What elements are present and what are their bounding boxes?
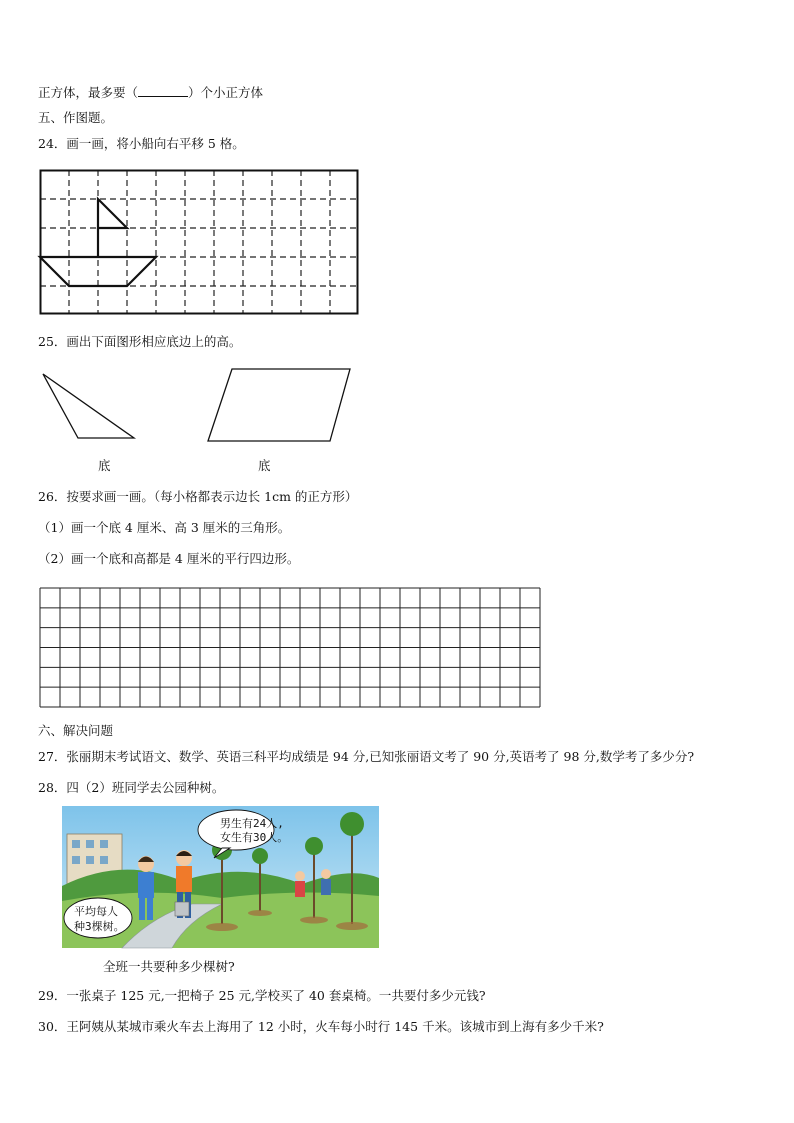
parallelogram-base-label: 底 [258,458,271,473]
question-28: 28．四（2）班同学去公园种树。 [38,780,225,795]
bubble-boys-girls-line-1: 男生有24人, [220,817,284,830]
q23-text-after: ）个小正方体 [188,85,264,100]
question-25: 25．画出下面图形相应底边上的高。 [38,334,242,349]
section-5-title: 五、作图题。 [38,110,114,125]
square-grid[interactable] [39,587,541,708]
question-28-caption: 全班一共要种多少棵树? [103,959,235,974]
question-24: 24．画一画，将小船向右平移 5 格。 [38,136,245,151]
q23-tail [38,84,263,101]
section-6-title: 六、解决问题 [38,723,114,738]
boat-grid[interactable] [40,170,360,315]
bubble-average-line-2: 种3棵树。 [74,920,125,933]
question-27: 27．张丽期末考试语文、数学、英语三科平均成绩是 94 分,已知张丽语文考了 90 分,英语考了 98 分,数学考了多少分? [38,749,695,764]
grid-dashed-lines [40,170,358,314]
grid-border [41,171,358,314]
question-26: 26．按要求画一画。（每小格都表示边长 1cm 的正方形） [38,489,358,504]
answer-blank[interactable] [138,84,188,97]
question-30: 30．王阿姨从某城市乘火车去上海用了 12 小时，火车每小时行 145 千米。该城市到上海有多少千米? [38,1019,604,1034]
tree-planting-illustration [62,806,379,948]
bubble-boys-girls-line-2: 女生有30人。 [220,831,289,844]
triangle-figure[interactable] [40,370,140,442]
q23-text-before: 正方体，最多要（ [38,85,139,100]
question-26-part-1: （1）画一个底 4 厘米、高 3 厘米的三角形。 [38,520,291,535]
question-26-part-2: （2）画一个底和高都是 4 厘米的平行四边形。 [38,551,300,566]
question-29: 29．一张桌子 125 元,一把椅子 25 元,学校买了 40 套桌椅。一共要付多少元钱? [38,988,486,1003]
triangle-base-label: 底 [98,458,111,473]
bubble-average-line-1: 平均每人 [74,905,118,918]
parallelogram-figure[interactable] [206,367,354,443]
